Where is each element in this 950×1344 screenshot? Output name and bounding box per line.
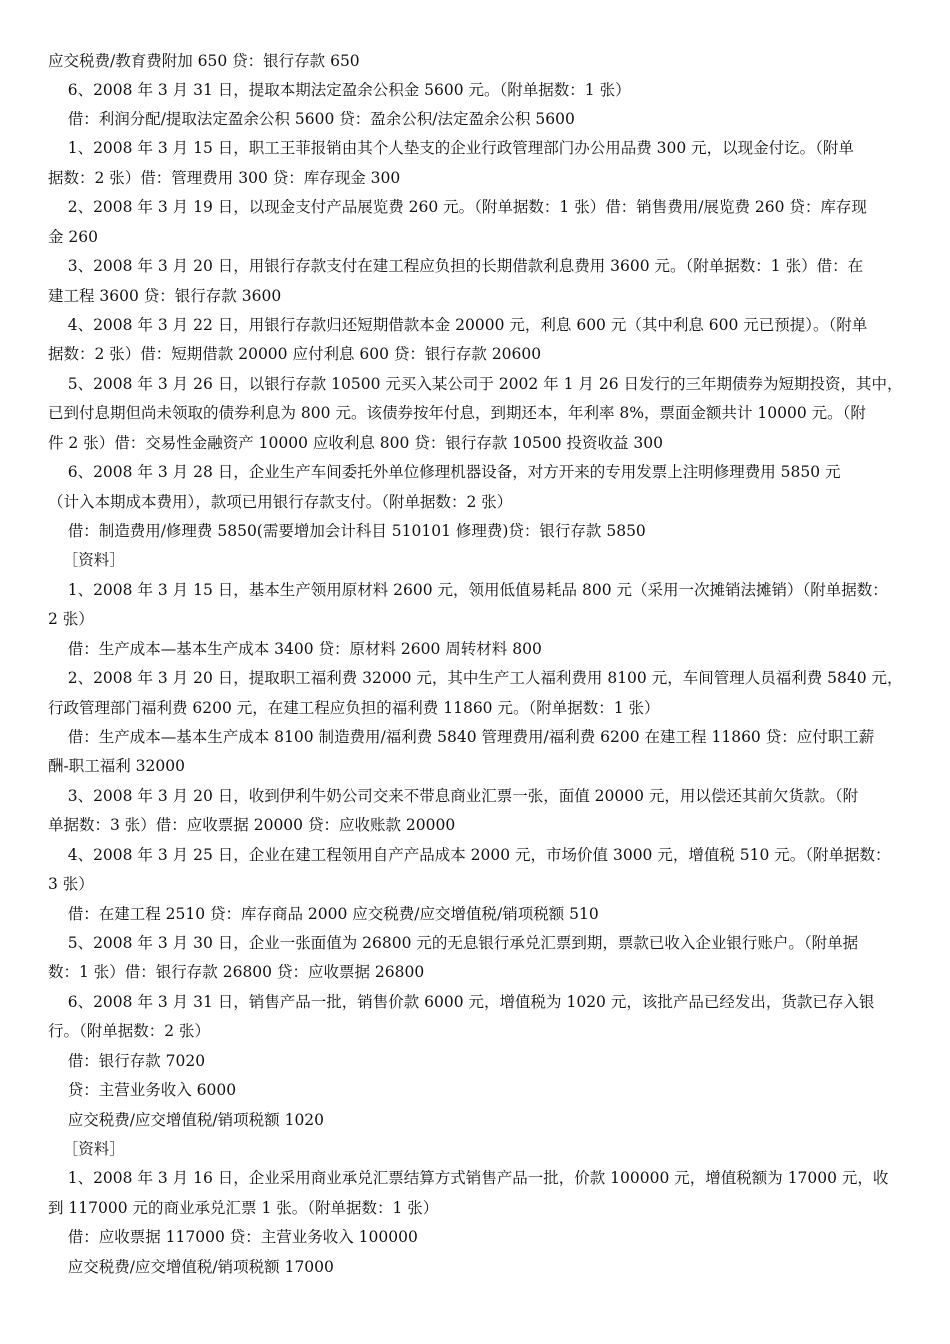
text-line: 据数：2 张）借：短期借款 20000 应付利息 600 贷：银行存款 20600 [48,345,542,363]
text-line: 1、2008 年 3 月 15 日，基本生产领用原材料 2600 元，领用低值易耗品 800 元（采用一次摊销法摊销）（附单据数： [48,581,888,599]
text-line: 3、2008 年 3 月 20 日，用银行存款支付在建工程应负担的长期借款利息费用 3600 元。（附单据数：1 张）借：在 [48,257,864,275]
text-line: 应交税费/教育费附加 650 贷：银行存款 650 [48,52,360,70]
text-line: 2、2008 年 3 月 19 日，以现金支付产品展览费 260 元。（附单据数：1 张）借：销售费用/展览费 260 贷：库存现 [48,198,867,216]
text-line: 应交税费/应交增值税/销项税额 1020 [48,1111,325,1129]
text-line: 据数：2 张）借：管理费用 300 贷：库存现金 300 [48,169,401,187]
text-line: 1、2008 年 3 月 15 日，职工王菲报销由其个人垫支的企业行政管理部门办公用品费 300 元，以现金付讫。（附单 [48,139,854,157]
text-line: 件 2 张）借：交易性金融资产 10000 应收利息 800 贷：银行存款 10500 投资收益 300 [48,434,663,452]
text-line: 2、2008 年 3 月 20 日，提取职工福利费 32000 元，其中生产工人福利费用 8100 元，车间管理人员福利费 5840 元， [48,669,903,687]
text-line: 应交税费/应交增值税/销项税额 17000 [48,1258,334,1276]
text-line: 3、2008 年 3 月 20 日，收到伊利牛奶公司交来不带息商业汇票一张，面值 20000 元，用以偿还其前欠货款。（附 [48,787,859,805]
text-line: 5、2008 年 3 月 26 日，以银行存款 10500 元买入某公司于 2002 年 1 月 26 日发行的三年期债券为短期投资，其中， [48,375,903,393]
text-line: 6、2008 年 3 月 31 日，销售产品一批，销售价款 6000 元，增值税为 1020 元，该批产品已经发出，货款已存入银 [48,993,875,1011]
text-line: 6、2008 年 3 月 31 日，提取本期法定盈余公积金 5600 元。（附单据数：1 张） [48,81,631,99]
text-line: 借：利润分配/提取法定盈余公积 5600 贷：盈余公积/法定盈余公积 5600 [48,110,575,128]
text-line: 1、2008 年 3 月 16 日，企业采用商业承兑汇票结算方式销售产品一批，价款 100000 元，增值税额为 17000 元，收 [48,1169,889,1187]
text-line: （计入本期成本费用），款项已用银行存款支付。（附单据数：2 张） [48,493,513,511]
section-label: ［资料］ [48,551,125,569]
text-line: 行。（附单据数：2 张） [48,1022,211,1040]
text-line: 借：生产成本—基本生产成本 3400 贷：原材料 2600 周转材料 800 [48,640,542,658]
text-line: 3 张） [48,875,94,893]
text-line: 借：银行存款 7020 [48,1052,206,1070]
text-line: 借：制造费用/修理费 5850(需要增加会计科目 510101 修理费)贷：银行存款 5850 [48,522,646,540]
text-line: 5、2008 年 3 月 30 日，企业一张面值为 26800 元的无息银行承兑汇票到期，票款已收入企业银行账户。（附单据 [48,934,859,952]
text-line: 借：生产成本—基本生产成本 8100 制造费用/福利费 5840 管理费用/福利费 6200 在建工程 11860 贷：应付职工薪 [48,728,875,746]
text-line: 2 张） [48,610,94,628]
text-line: 6、2008 年 3 月 28 日，企业生产车间委托外单位修理机器设备，对方开来的专用发票上注明修理费用 5850 元 [48,463,841,481]
section-label: ［资料］ [48,1140,125,1158]
text-line: 单据数：3 张）借：应收票据 20000 贷：应收账款 20000 [48,816,456,834]
text-line: 4、2008 年 3 月 22 日，用银行存款归还短期借款本金 20000 元，利息 600 元（其中利息 600 元已预提）。（附单 [48,316,868,334]
text-line: 到 117000 元的商业承兑汇票 1 张。（附单据数：1 张） [48,1199,439,1217]
text-line: 数：1 张）借：银行存款 26800 贷：应收票据 26800 [48,963,425,981]
text-line: 已到付息期但尚未领取的债券利息为 800 元。该债券按年付息，到期还本，年利率 8%，票面金额共计 10000 元。（附 [48,404,866,422]
text-line: 4、2008 年 3 月 25 日，企业在建工程领用自产产品成本 2000 元，市场价值 3000 元，增值税 510 元。（附单据数： [48,846,891,864]
text-line: 行政管理部门福利费 6200 元，在建工程应负担的福利费 11860 元。（附单据数：1 张） [48,699,660,717]
text-line: 借：应收票据 117000 贷：主营业务收入 100000 [48,1228,418,1246]
text-line: 酬-职工福利 32000 [48,757,185,775]
text-line: 建工程 3600 贷：银行存款 3600 [48,287,282,305]
text-line: 贷：主营业务收入 6000 [48,1081,237,1099]
text-line: 金 260 [48,228,99,246]
text-line: 借：在建工程 2510 贷：库存商品 2000 应交税费/应交增值税/销项税额 510 [48,905,599,923]
